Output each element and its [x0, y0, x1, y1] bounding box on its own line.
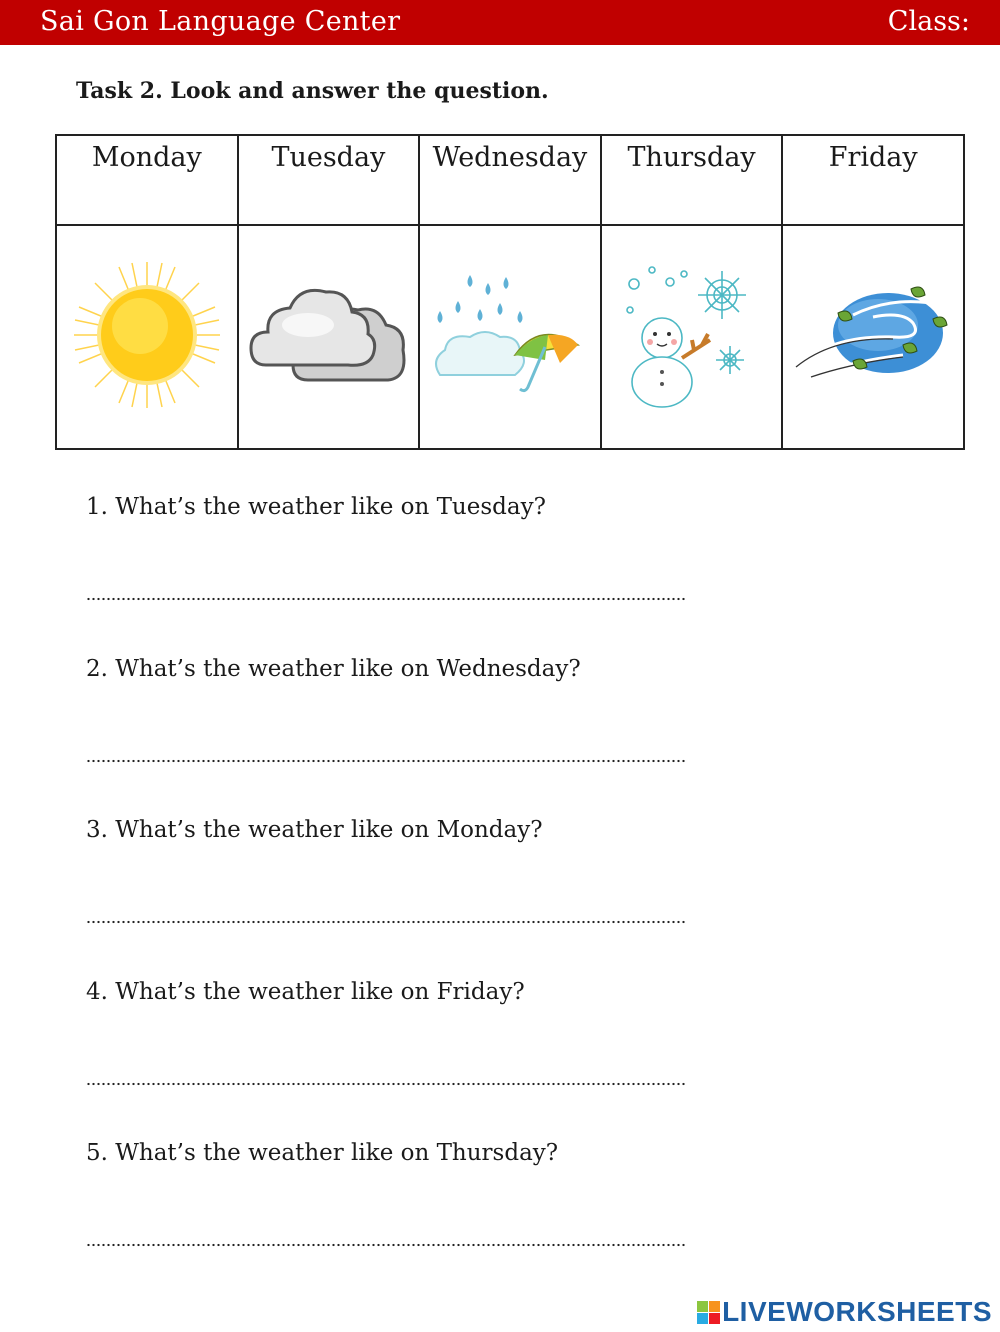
question-2: 2. What’s the weather like on Wednesday? — [86, 656, 581, 682]
question-3: 3. What’s the weather like on Monday? — [86, 817, 543, 843]
weather-cell-friday — [782, 225, 964, 449]
answer-line-5[interactable] — [86, 1243, 686, 1247]
answer-line-3[interactable] — [86, 920, 686, 924]
question-1: 1. What’s the weather like on Tuesday? — [86, 494, 546, 520]
day-friday: Friday — [782, 135, 964, 225]
logo-blocks-icon — [697, 1301, 720, 1324]
question-5: 5. What’s the weather like on Thursday? — [86, 1140, 559, 1166]
day-monday: Monday — [56, 135, 238, 225]
class-label: Class: — [887, 6, 970, 37]
day-wednesday: Wednesday — [419, 135, 601, 225]
day-tuesday: Tuesday — [238, 135, 420, 225]
weather-cell-thursday — [601, 225, 783, 449]
weather-cell-wednesday — [419, 225, 601, 449]
snowman-icon — [622, 260, 762, 410]
header-bar — [0, 0, 1000, 45]
liveworksheets-logo[interactable] — [697, 1296, 992, 1328]
weather-table — [55, 134, 965, 450]
question-4: 4. What’s the weather like on Friday? — [86, 979, 525, 1005]
weather-cell-tuesday — [238, 225, 420, 449]
cloudy-icon — [248, 270, 408, 400]
task-title: Task 2. Look and answer the question. — [76, 78, 549, 104]
day-thursday: Thursday — [601, 135, 783, 225]
sun-icon — [72, 260, 222, 410]
answer-line-1[interactable] — [86, 597, 686, 601]
answer-line-4[interactable] — [86, 1082, 686, 1086]
rain-umbrella-icon — [430, 265, 590, 405]
logo-text: LIVEWORKSHEETS — [722, 1296, 992, 1327]
center-name: Sai Gon Language Center — [40, 6, 401, 37]
answer-line-2[interactable] — [86, 759, 686, 763]
wind-icon — [793, 275, 953, 395]
weather-cell-monday — [56, 225, 238, 449]
